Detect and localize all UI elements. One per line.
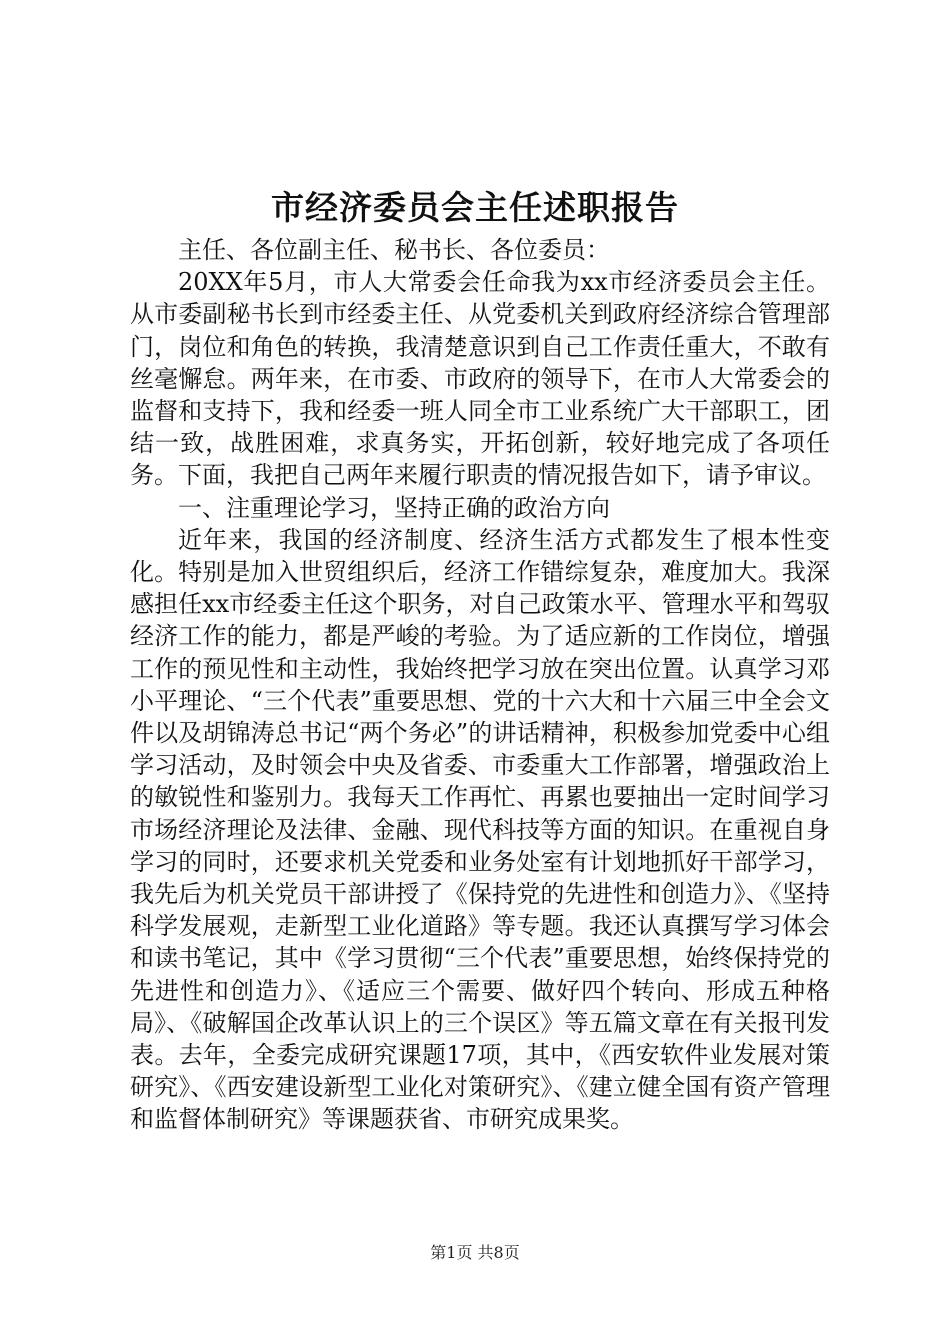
page-number-footer: 第1页 共8页 bbox=[430, 1243, 520, 1262]
section-body-paragraph: 近年来，我国的经济制度、经济生活方式都发生了根本性变化。特别是加入世贸组织后，经济工作错综复杂，难度加大。我深感担任xx市经委主任这个职务，对自己政策水平、管理水平和驾驭经济工作的能力，都是严峻的考验。为了适应新的工作岗位，增强工作的预见性和主动性，我始终把学习放在突出位置。认真学习邓小平理论、“三个代表”重要思想、党的十六大和十六届三中全会文件以及胡锦涛总书记“两个务必”的讲话精神，积极参加党委中心组学习活动，及时领会中央及省委、市委重大工作部署，增强政治上的敏锐性和鉴别力。我每天工作再忙、再累也要抽出一定时间学习市场经济理论及法律、金融、现代科技等方面的知识。在重视自身学习的同时，还要求机关党委和业务处室有计划地抓好干部学习，我先后为机关党员干部讲授了《保持党的先进性和创造力》、《坚持科学发展观，走新型工业化道路》等专题。我还认真撰写学习体会和读书笔记，其中《学习贯彻“三个代表”重要思想，始终保持党的先进性和创造力》、《适应三个需要、做好四个转向、形成五种格局》、《破解国企改革认识上的三个误区》等五篇文章在有关报刊发表。去年，全委完成研究课题17项，其中，《西安软件业发展对策研究》、《西安建设新型工业化对策研究》、《建立健全国有资产管理和监督体制研究》等课题获省、市研究成果奖。 bbox=[130, 525, 830, 1134]
document-title: 市经济委员会主任述职报告 bbox=[271, 188, 679, 227]
intro-paragraph: 20XX年5月，市人大常委会任命我为xx市经济委员会主任。从市委副秘书长到市经委主任、从党委机关到政府经济综合管理部门，岗位和角色的转换，我清楚意识到自己工作责任重大，不敢有丝毫懈怠。两年来，在市委、市政府的领导下，在市人大常委会的监督和支持下，我和经委一班人同全市工业系统广大干部职工，团结一致，战胜困难，求真务实，开拓创新，较好地完成了各项任务。下面，我把自己两年来履行职责的情况报告如下，请予审议。 bbox=[130, 268, 830, 490]
salutation-paragraph: 主任、各位副主任、秘书长、各位委员： bbox=[178, 236, 610, 264]
section-heading: 一、注重理论学习，坚持正确的政治方向 bbox=[178, 493, 610, 522]
document-body bbox=[130, 234, 830, 1136]
